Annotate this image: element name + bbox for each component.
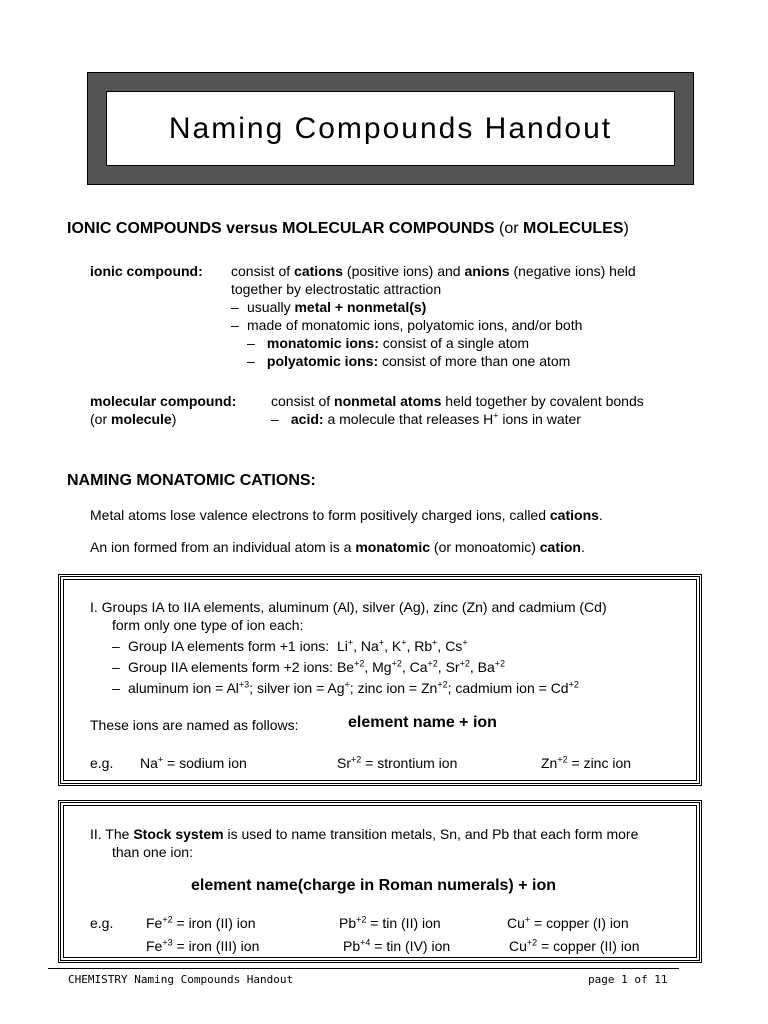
section-heading-monatomic-cations: NAMING MONATOMIC CATIONS: (67, 472, 316, 489)
ionic-sub-bullet-2: – polyatomic ions: consist of more than one atom (247, 353, 571, 369)
heading-part: (or (494, 220, 524, 237)
ionic-bullet-1: – usually metal + nonmetal(s) (231, 299, 427, 315)
box1-bullet-specific-ions: – aluminum ion = $Al^{+3}$; silver ion = Ag+; zinc ion = $Zn^{+2}$; cadmium ion = $Cd^{+2}$ (112, 679, 579, 696)
molecular-label-line-1: molecular compound: (90, 393, 237, 409)
ion-symbol: aluminum ion = $Al^{+3}$ (128, 679, 250, 696)
box1-bullet-group-ia: – Group IA elements form +1 ions: Li+, Na+, K+, Rb+, Cs+ (112, 637, 468, 654)
title-box (106, 91, 675, 166)
example-tin-ii: $Pb^{+2}$ = tin (II) ion (339, 914, 441, 931)
ion-symbol: zinc ion = $Zn^{+2}$ (357, 679, 448, 696)
footer-doc-title: CHEMISTRY Naming Compounds Handout (68, 973, 294, 986)
page-title: Naming Compounds Handout (168, 111, 613, 145)
ion-symbol: Li+ (336, 637, 354, 654)
paragraph-cations: Metal atoms lose valence electrons to form positively charged ions, called cations. (90, 507, 603, 523)
box1-bullet-group-iia: – Group IIA elements form +2 ions: $Be^{+2}$, $Mg^{+2}$, $Ca^{+2}$, $Sr^{+2}$, $Ba^{+2}$ (112, 658, 505, 675)
title-frame (87, 72, 694, 185)
paragraph-monatomic: An ion formed from an individual atom is a monatomic (or monoatomic) cation. (90, 539, 585, 555)
example-label: e.g. (90, 755, 114, 771)
molecular-label-line-2: (or molecule) (90, 411, 177, 427)
stock-system-formula: element name(charge in Roman numerals) + ion (191, 877, 556, 894)
ion-symbol: $Sr^{+2}$ (445, 658, 470, 675)
footer-rule (48, 968, 679, 969)
example-iron-ii: $Fe^{+2}$ = iron (II) ion (146, 914, 256, 931)
box2-example-label: e.g. (90, 915, 114, 931)
naming-rule-text: These ions are named as follows: (90, 717, 299, 733)
molecular-compound-label (90, 392, 236, 428)
ionic-line-2: together by electrostatic attraction (231, 281, 442, 297)
ion-symbol: Rb+ (414, 637, 438, 654)
box2-intro (90, 825, 690, 861)
ionic-sub-bullet-1: – monatomic ions: consist of a single atom (247, 335, 530, 351)
heading-part: MOLECULES (523, 220, 624, 237)
example-tin-iv: $Pb^{+4}$ = tin (IV) ion (343, 937, 451, 954)
molecular-compound-definition (271, 392, 691, 428)
heading-part: IONIC COMPOUNDS versus MOLECULAR COMPOUNDS (67, 220, 495, 237)
box1-content (90, 598, 690, 697)
ionic-compound-definition (231, 262, 691, 370)
example-zinc: $Zn^{+2}$ = zinc ion (541, 754, 632, 771)
ion-symbol: $Ba^{+2}$ (477, 658, 505, 675)
example-copper-i: Cu+ = copper (I) ion (507, 914, 629, 931)
ion-symbol: $Be^{+2}$ (336, 658, 365, 675)
ion-symbol: $Mg^{+2}$ (372, 658, 402, 675)
example-sodium: Na+ = sodium ion (140, 754, 247, 771)
box2-line-1: II. The Stock system is used to name transition metals, Sn, and Pb that each form more (90, 826, 639, 842)
ion-symbol: Cs+ (445, 637, 468, 654)
example-strontium: $Sr^{+2}$ = strontium ion (337, 754, 458, 771)
ion-symbol: silver ion = Ag+ (256, 679, 350, 696)
ionic-compound-label: ionic compound: (90, 263, 203, 279)
naming-rule-formula: element name + ion (348, 714, 497, 731)
ion-symbol: K+ (391, 637, 407, 654)
ion-symbol: $Ca^{+2}$ (409, 658, 438, 675)
molecular-bullet: – acid: a molecule that releases H+ ions in water (271, 410, 581, 427)
molecular-line-1: consist of nonmetal atoms held together by covalent bonds (271, 393, 644, 409)
box1-line-2: form only one type of ion each: (112, 617, 304, 633)
ionic-line-1: consist of cations (positive ions) and anions (negative ions) held (231, 263, 636, 279)
ion-symbol: cadmium ion = $Cd^{+2}$ (455, 679, 579, 696)
footer-page-number: page 1 of 11 (588, 973, 668, 986)
box2-line-2: than one ion: (112, 844, 193, 860)
heading-part: ) (623, 220, 629, 237)
example-copper-ii: $Cu^{+2}$ = copper (II) ion (509, 937, 640, 954)
ionic-bullet-2: – made of monatomic ions, polyatomic ions, and/or both (231, 317, 583, 333)
example-iron-iii: $Fe^{+3}$ = iron (III) ion (146, 937, 260, 954)
box1-line-1: I. Groups IA to IIA elements, aluminum (Al), silver (Ag), zinc (Zn) and cadmium (Cd) (90, 599, 607, 615)
ion-symbol: Na+ (360, 637, 385, 654)
section-heading-ionic-vs-molecular (67, 220, 629, 238)
